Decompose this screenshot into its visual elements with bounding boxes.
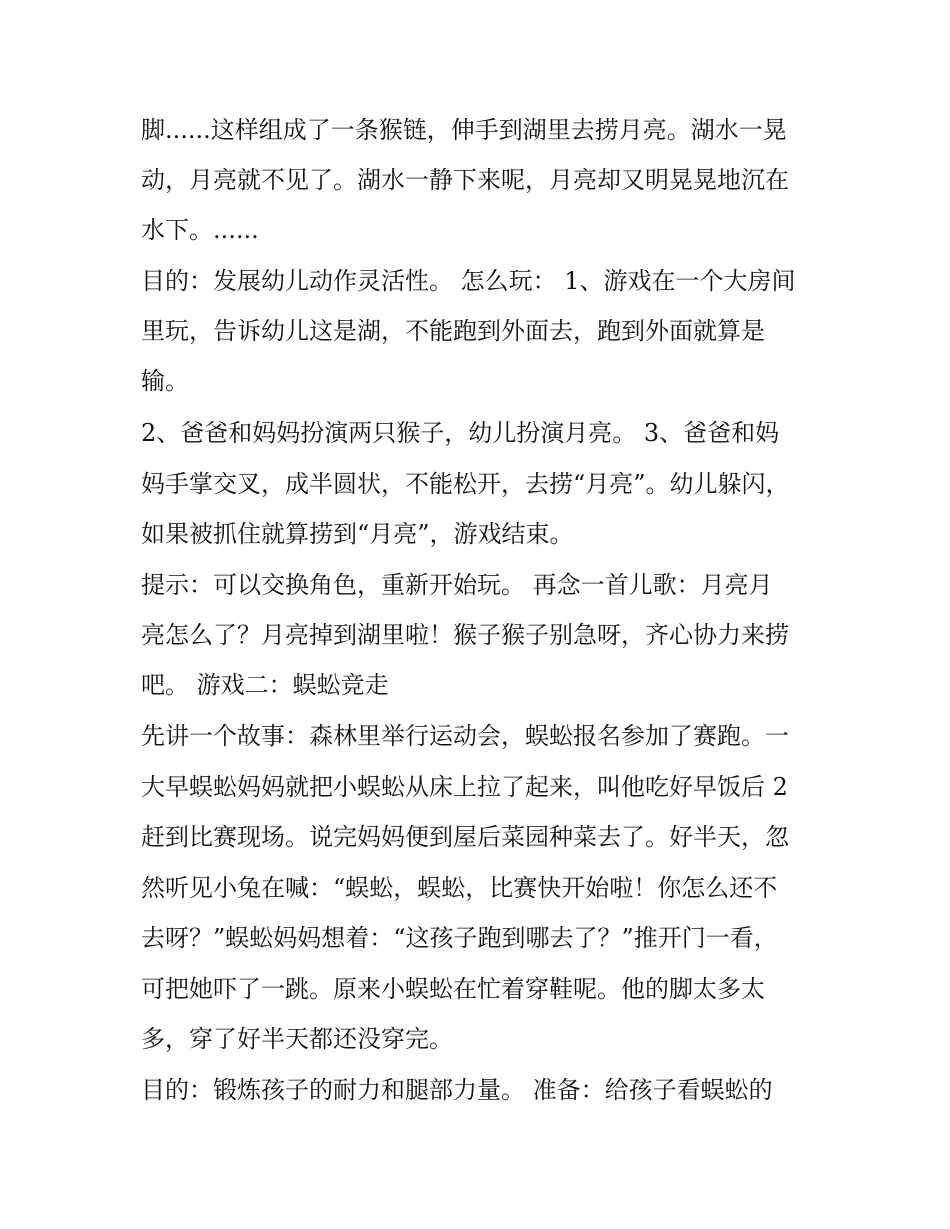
text-line: 目的：锻炼孩子的耐力和腿部力量。 准备：给孩子看蜈蚣的 xyxy=(141,1076,773,1104)
text-line: 赶到比赛现场。说完妈妈便到屋后菜园种菜去了。好半天，忽 xyxy=(141,823,789,851)
text-line: 里玩，告诉幼儿这是湖，不能跑到外面去，跑到外面就算是 xyxy=(141,317,765,345)
text-line: 妈手掌交叉，成半圆状，不能松开，去捞“月亮”。幼儿躲闪， xyxy=(141,470,790,498)
text-line: 提示：可以交换角色，重新开始玩。 再念一首儿歌：月亮月 xyxy=(141,571,773,599)
text-line: 去呀？”蜈蚣妈妈想着：“这孩子跑到哪去了？”推开门一看， xyxy=(141,924,778,952)
text-line: 输。 xyxy=(141,367,189,395)
text-line: 2、爸爸和妈妈扮演两只猴子，幼儿扮演月亮。 3、爸爸和妈 xyxy=(141,419,780,447)
text-line: 脚......这样组成了一条猴链，伸手到湖里去捞月亮。湖水一晃 xyxy=(141,116,787,144)
text-line: 吧。 游戏二：蜈蚣竞走 xyxy=(141,671,389,699)
text-line: 然听见小兔在喊：“蜈蚣，蜈蚣，比赛快开始啦！你怎么还不 xyxy=(141,874,778,902)
text-line: 如果被抓住就算捞到“月亮”，游戏结束。 xyxy=(141,520,574,548)
text-line: 亮怎么了？月亮掉到湖里啦！猴子猴子别急呀，齐心协力来捞 xyxy=(141,621,789,649)
text-line: 动，月亮就不见了。湖水一静下来呢，月亮却又明晃晃地沉在 xyxy=(141,166,789,194)
text-line: 多，穿了好半天都还没穿完。 xyxy=(141,1025,453,1053)
text-line: 目的：发展幼儿动作灵活性。 怎么玩： 1、游戏在一个大房间 xyxy=(141,267,796,295)
text-line: 先讲一个故事：森林里举行运动会，蜈蚣报名参加了赛跑。一 xyxy=(141,722,789,750)
text-line: 可把她吓了一跳。原来小蜈蚣在忙着穿鞋呢。他的脚太多太 xyxy=(141,975,765,1003)
text-line: 水下。...... xyxy=(141,216,259,244)
text-line: 大早蜈蚣妈妈就把小蜈蚣从床上拉了起来，叫他吃好早饭后 2 xyxy=(141,773,788,801)
